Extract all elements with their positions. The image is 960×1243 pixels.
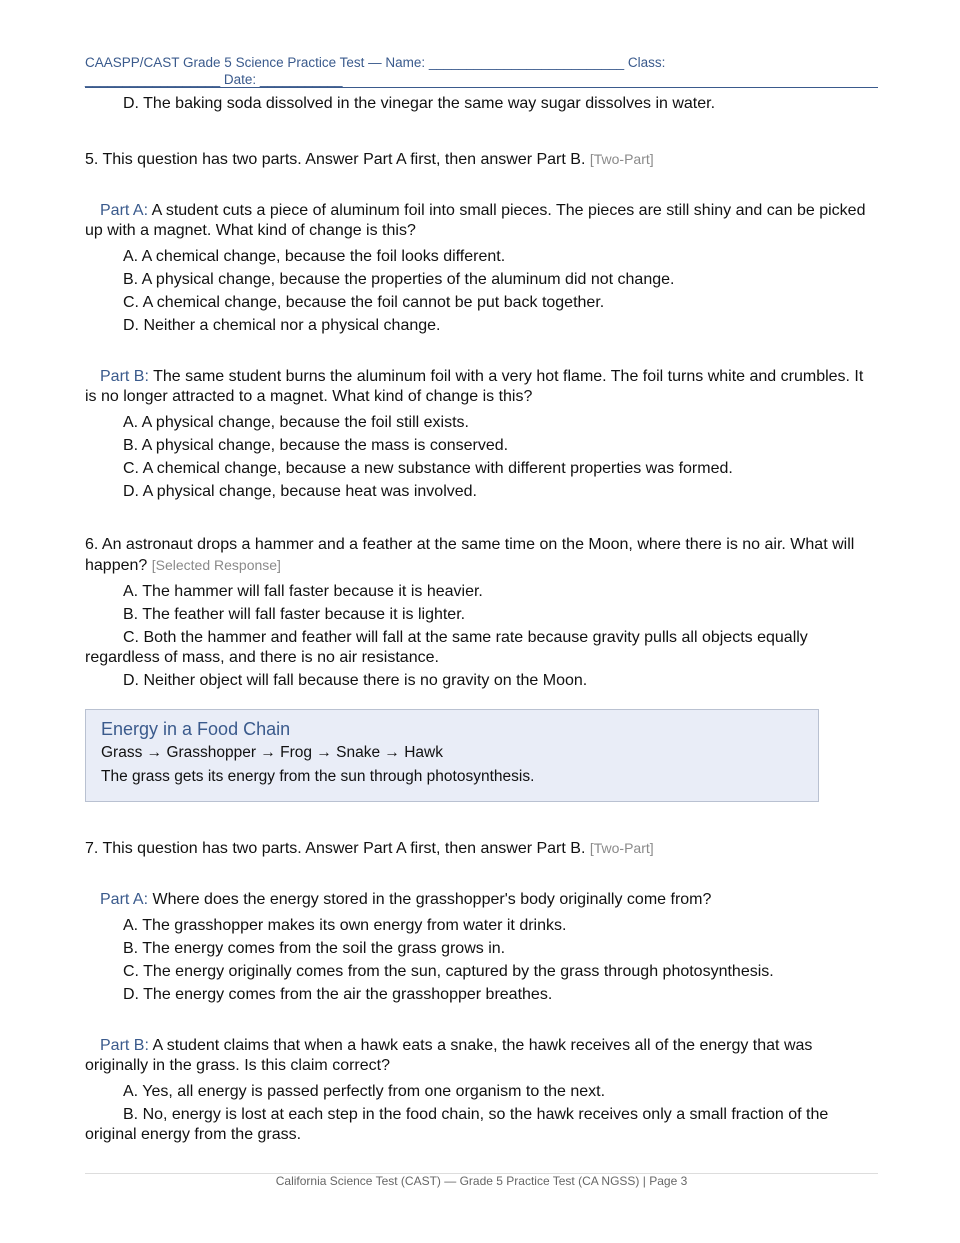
q7a-option-b[interactable]: B. The energy comes from the soil the grass grows in. bbox=[123, 940, 506, 957]
q5-type-tag: [Two-Part] bbox=[589, 151, 654, 167]
header-divider bbox=[85, 87, 878, 88]
q5-part-b-label: Part B: bbox=[100, 368, 149, 385]
q5-part-b-text: The same student burns the aluminum foil with a very hot flame. The foil turns white and crumbles. It is no longer attracted to a magnet. What kind of change is this? bbox=[85, 368, 864, 405]
q5a-option-a[interactable]: A. A chemical change, because the foil looks different. bbox=[123, 248, 506, 265]
page-header bbox=[85, 54, 878, 88]
q5a-option-b[interactable]: B. A physical change, because the properties of the aluminum did not change. bbox=[123, 271, 675, 288]
question-7 bbox=[85, 838, 878, 1145]
q7b-option-a[interactable]: A. Yes, all energy is passed perfectly from one organism to the next. bbox=[123, 1083, 606, 1100]
question-6 bbox=[85, 535, 878, 691]
header-line-2: __________________ Date: ___________ bbox=[85, 72, 343, 87]
q5b-option-a[interactable]: A. A physical change, because the foil still exists. bbox=[123, 414, 469, 431]
q5a-option-d[interactable]: D. Neither a chemical nor a physical change. bbox=[123, 317, 441, 334]
q4-option-d[interactable]: D. The baking soda dissolved in the vinegar the same way sugar dissolves in water. bbox=[123, 95, 716, 112]
q7-part-b-text: A student claims that when a hawk eats a snake, the hawk receives all of the energy that was originally in the grass. Is this claim correct? bbox=[85, 1037, 813, 1074]
q5-stem: 5. This question has two parts. Answer Part A first, then answer Part B. bbox=[85, 151, 586, 168]
q7-type-tag: [Two-Part] bbox=[589, 840, 654, 856]
q6-stem-line bbox=[85, 535, 878, 576]
food-chain-note: The grass gets its energy from the sun through photosynthesis. bbox=[101, 768, 535, 785]
q7-stem: 7. This question has two parts. Answer Part A first, then answer Part B. bbox=[85, 840, 586, 857]
q6-type-tag: [Selected Response] bbox=[151, 557, 281, 573]
q6-option-b[interactable]: B. The feather will fall faster because it is lighter. bbox=[123, 606, 466, 623]
page-content bbox=[85, 94, 878, 1145]
q7-part-a-label: Part A: bbox=[100, 891, 149, 908]
q6-option-d[interactable]: D. Neither object will fall because there is no gravity on the Moon. bbox=[123, 672, 588, 689]
q5-stem-line bbox=[85, 149, 878, 170]
q5-part-a-label: Part A: bbox=[100, 202, 149, 219]
q5b-option-c[interactable]: C. A chemical change, because a new substance with different properties was formed. bbox=[123, 460, 733, 477]
food-chain-sequence: Grass → Grasshopper → Frog → Snake → Hawk bbox=[101, 744, 443, 761]
q5b-option-b[interactable]: B. A physical change, because the mass is conserved. bbox=[123, 437, 509, 454]
q5-part-b bbox=[85, 367, 878, 407]
q5-part-a bbox=[85, 201, 878, 241]
q7-part-a-text: Where does the energy stored in the grasshopper's body originally come from? bbox=[152, 891, 712, 908]
info-box-title: Energy in a Food Chain bbox=[101, 719, 291, 739]
question-5 bbox=[85, 149, 878, 502]
q6-option-c[interactable]: C. Both the hammer and feather will fall at the same rate because gravity pulls all objects equally regardless of mass, and there is no air resistance. bbox=[85, 629, 808, 666]
q5a-option-c[interactable]: C. A chemical change, because the foil cannot be put back together. bbox=[123, 294, 605, 311]
q5-part-a-text: A student cuts a piece of aluminum foil into small pieces. The pieces are still shiny and can be picked up with a magnet. What kind of change is this? bbox=[85, 202, 866, 239]
q7a-option-d[interactable]: D. The energy comes from the air the grasshopper breathes. bbox=[123, 986, 553, 1003]
q7-stem-line bbox=[85, 838, 878, 859]
header-line-1: CAASPP/CAST Grade 5 Science Practice Test — Name: __________________________ Class: bbox=[85, 55, 666, 70]
q7a-option-c[interactable]: C. The energy originally comes from the sun, captured by the grass through photosynthesis. bbox=[123, 963, 774, 980]
q7-part-b bbox=[85, 1036, 878, 1076]
q5b-option-d[interactable]: D. A physical change, because heat was involved. bbox=[123, 483, 477, 500]
page-footer: California Science Test (CAST) — Grade 5 Practice Test (CA NGSS) | Page 3 bbox=[275, 1174, 688, 1188]
food-chain-info-box bbox=[85, 709, 819, 802]
q6-stem: 6. An astronaut drops a hammer and a feather at the same time on the Moon, where there is no air. What will happen? bbox=[85, 536, 855, 574]
q6-option-a[interactable]: A. The hammer will fall faster because it is heavier. bbox=[123, 583, 483, 600]
q7-part-a bbox=[85, 890, 878, 910]
q7b-option-b[interactable]: B. No, energy is lost at each step in the food chain, so the hawk receives only a small fraction of the original energy from the grass. bbox=[85, 1106, 829, 1143]
q7-part-b-label: Part B: bbox=[100, 1037, 149, 1054]
q7a-option-a[interactable]: A. The grasshopper makes its own energy from water it drinks. bbox=[123, 917, 567, 934]
